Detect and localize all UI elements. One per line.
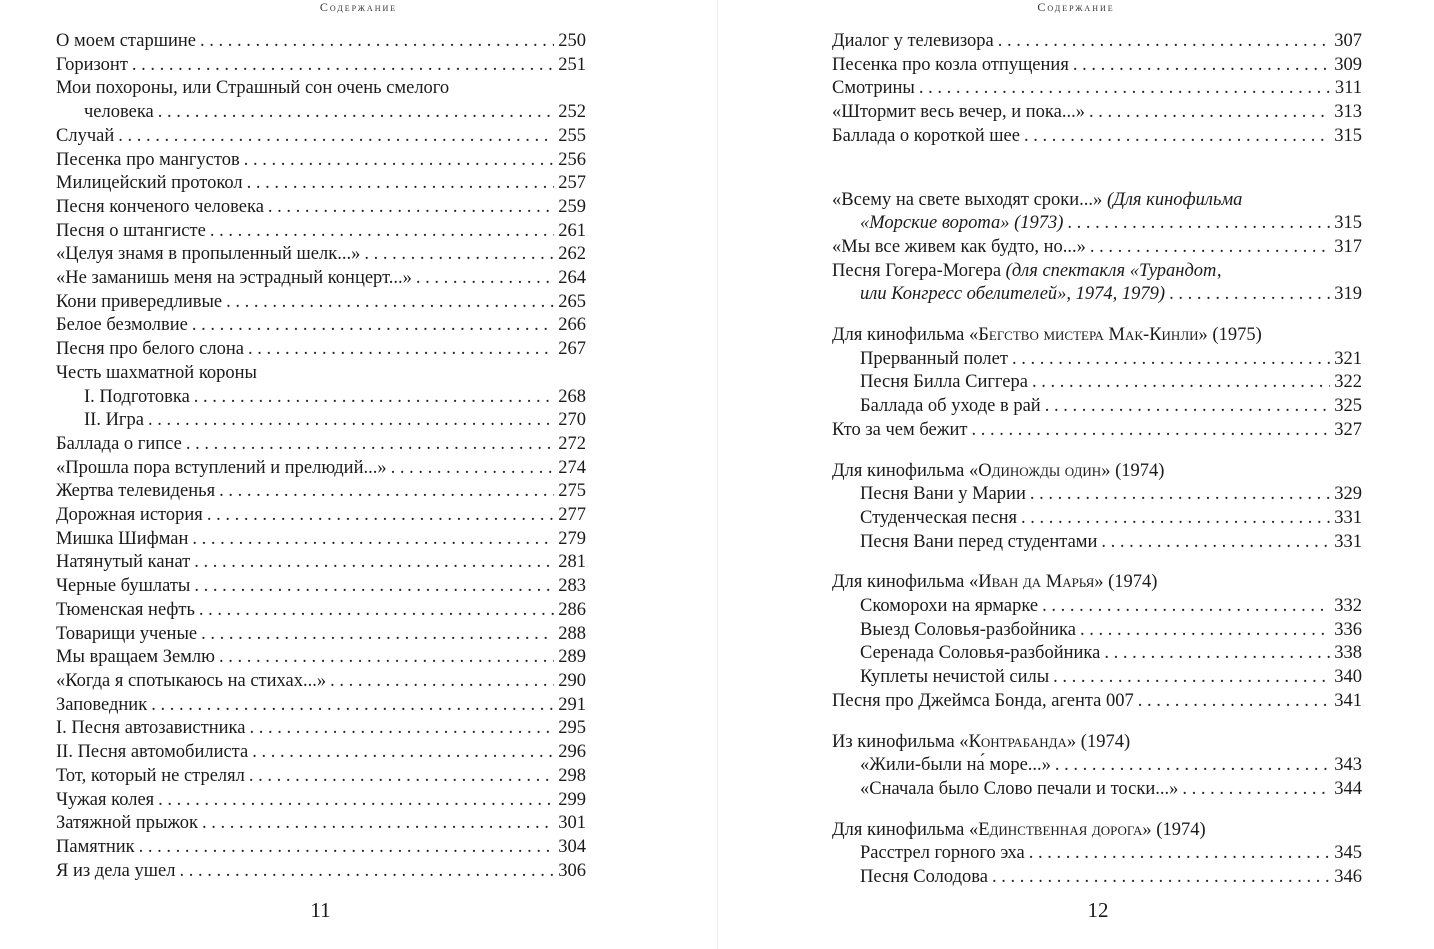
toc-entry-title: Милицейский протокол	[56, 173, 243, 194]
dot-leader	[1080, 619, 1330, 643]
toc-page-number: 295	[558, 718, 586, 739]
toc-page-number: 340	[1334, 667, 1362, 688]
toc-entry-title: Песенка про козла отпущения	[832, 54, 1069, 75]
toc-page-number: 321	[1334, 348, 1362, 369]
page-number-right: 12	[1087, 898, 1109, 922]
toc-entry-title: О моем старшине	[56, 31, 196, 51]
toc-entry-title: Песня про белого слона	[56, 339, 244, 360]
toc-section-heading: Для кинофильма «Одиножды один» (1974)	[832, 460, 1165, 481]
toc-entry	[832, 531, 1362, 555]
toc-page-number: 336	[1334, 619, 1362, 640]
toc-page-number: 306	[558, 860, 586, 881]
dot-leader	[1101, 531, 1330, 555]
toc-entry	[56, 717, 586, 741]
toc-entry	[56, 694, 586, 718]
toc-page-number: 255	[558, 125, 586, 146]
dot-leader	[249, 765, 554, 789]
toc-page-number: 291	[558, 694, 586, 715]
toc-page-number: 315	[1334, 213, 1362, 234]
toc-entry-bond: Песня про Джеймса Бонда, агента 007 . . . 341	[832, 690, 1362, 714]
dot-leader	[194, 551, 554, 575]
toc-entry	[56, 125, 586, 149]
toc-page-number: 268	[558, 386, 586, 407]
toc-entry	[56, 314, 586, 338]
toc-entry-title: Затяжной прыжок	[56, 813, 198, 834]
toc-page-number: 296	[558, 742, 586, 763]
toc-entry	[56, 504, 586, 528]
dot-leader	[1182, 778, 1330, 802]
toc-entry-title: «Не заманишь меня на эстрадный концерт...»	[56, 268, 412, 289]
toc-entry-title: I. Песня автозавистника	[56, 718, 246, 739]
toc-entry-title: Песня Билла Сиггера	[860, 372, 1028, 393]
toc-entry-vsemu-line1: «Всему на свете выходят сроки...» (Для кинофильма	[832, 189, 1243, 210]
toc-page-number: 283	[558, 576, 586, 597]
toc-entry-title: Товарищи ученые	[56, 623, 198, 644]
toc-entry-title: Смотрины	[832, 78, 915, 99]
toc-entry-title: Баллада о гипсе	[56, 433, 182, 454]
toc-section-film4	[832, 731, 1362, 802]
dot-leader	[1055, 754, 1330, 778]
dot-leader	[247, 172, 555, 196]
toc-entry-title: Диалог у телевизора	[832, 31, 994, 51]
toc-entry	[832, 125, 1362, 149]
toc-entry	[832, 754, 1362, 778]
toc-entry-kto: Кто за чем бежит . . . 327	[832, 419, 1362, 443]
toc-entry-title: Натянутый канат	[56, 552, 191, 573]
dot-leader	[1073, 54, 1330, 78]
toc-page-number: 319	[1334, 284, 1362, 305]
toc-page-number: 274	[558, 457, 586, 478]
toc-entry	[56, 528, 586, 552]
toc-entry-title: Черные бушлаты	[56, 576, 191, 597]
dot-leader	[207, 504, 554, 528]
dot-leader	[194, 386, 554, 410]
toc-page-number: 256	[558, 149, 586, 170]
toc-page-number: 265	[558, 291, 586, 312]
dot-leader	[252, 741, 554, 765]
toc-page-number: 266	[558, 315, 586, 336]
toc-page-number: 264	[558, 268, 586, 289]
toc-entry	[832, 395, 1362, 419]
toc-entry-title: Я из дела ушел	[56, 860, 176, 881]
dot-leader	[248, 338, 554, 362]
toc-page-number: 289	[558, 647, 586, 668]
toc-entry-title: Песня о штангисте	[56, 220, 206, 241]
toc-entry	[56, 386, 586, 410]
dot-leader	[199, 599, 554, 623]
toc-entry-title: Скоморохи на ярмарке	[860, 596, 1039, 617]
toc-entry	[832, 666, 1362, 690]
toc-entry	[56, 433, 586, 457]
toc-page-number: 251	[558, 54, 586, 75]
toc-entry-title: Горизонт	[56, 54, 128, 75]
toc-entry-title: человека	[84, 102, 154, 123]
dot-leader	[268, 196, 554, 220]
toc-entry-title: Серенада Соловья-разбойника	[860, 643, 1101, 664]
toc-entry	[832, 348, 1362, 372]
toc-page-number: 259	[558, 196, 586, 217]
dot-leader	[992, 866, 1330, 890]
dot-leader	[202, 812, 554, 836]
toc-entry	[832, 30, 1362, 54]
dot-leader	[179, 860, 554, 884]
toc-entry-title: Жертва телевиденья	[56, 481, 216, 502]
toc-section-film3	[832, 571, 1362, 690]
toc-entry-title: Песня Солодова	[860, 867, 988, 888]
dot-leader	[132, 54, 554, 78]
toc-page-number: 345	[1334, 843, 1362, 864]
dot-leader	[158, 789, 554, 813]
page-number-left: 11	[310, 898, 331, 922]
toc-page-number: 343	[1334, 755, 1362, 776]
toc-page-number: 344	[1334, 778, 1362, 799]
toc-entry	[56, 480, 586, 504]
dot-leader	[219, 480, 554, 504]
toc-entry	[56, 789, 586, 813]
toc-entry-title: Расстрел горного эха	[860, 843, 1025, 864]
toc-entry	[56, 196, 586, 220]
dot-leader	[249, 717, 554, 741]
toc-page-number: 257	[558, 173, 586, 194]
toc-entry	[56, 243, 586, 267]
dot-leader	[1042, 595, 1330, 619]
toc-page-number: 325	[1334, 396, 1362, 417]
toc-page-number: 277	[558, 505, 586, 526]
toc-entry	[56, 812, 586, 836]
toc-entry	[56, 623, 586, 647]
toc-entry-title: Песня Вани перед студентами	[860, 531, 1098, 552]
dot-leader	[244, 149, 555, 173]
toc-section-film1	[832, 324, 1362, 419]
dot-leader	[1053, 666, 1330, 690]
toc-entry	[56, 172, 586, 196]
toc-entry-line1: Мои похороны, или Страшный сон очень смелого	[56, 78, 450, 99]
toc-entry	[56, 741, 586, 765]
toc-page-number: 309	[1334, 54, 1362, 75]
toc-entry	[56, 149, 586, 173]
toc-entry-title: Песенка про мангустов	[56, 149, 240, 170]
dot-leader	[192, 314, 554, 338]
toc-page-number: 307	[1334, 31, 1362, 51]
toc-page-number: 304	[558, 836, 586, 857]
dot-leader	[1021, 507, 1330, 531]
toc-entry-goger-line1: Песня Гогера-Могера (для спектакля «Турандот,	[832, 260, 1222, 281]
toc-entry	[56, 409, 586, 433]
toc-page-number: 317	[1334, 236, 1362, 257]
dot-leader	[139, 836, 555, 860]
dot-leader	[391, 457, 555, 481]
toc-entry	[56, 670, 586, 694]
toc-entry	[56, 54, 586, 78]
toc-entry	[832, 483, 1362, 507]
toc-page-number: 329	[1334, 484, 1362, 505]
toc-entry	[832, 866, 1362, 890]
toc-entry	[832, 101, 1362, 125]
toc-page-number: 279	[558, 528, 586, 549]
dot-leader	[1045, 395, 1331, 419]
toc-page-number: 315	[1334, 125, 1362, 146]
toc-entry	[832, 778, 1362, 802]
toc-entry	[56, 860, 586, 884]
toc-page-number: 286	[558, 599, 586, 620]
toc-page-number: 301	[558, 813, 586, 834]
dot-leader	[219, 646, 554, 670]
toc-entry-title: «Жили-были на́ море...»	[860, 755, 1051, 776]
dot-leader	[210, 220, 554, 244]
toc-page-number: 338	[1334, 643, 1362, 664]
toc-section-film5	[832, 819, 1362, 890]
dot-leader	[1089, 101, 1330, 125]
dot-leader	[186, 433, 554, 457]
toc-entry	[56, 220, 586, 244]
running-head-right: Содержание	[1037, 0, 1115, 14]
toc-entry-title: Тюменская нефть	[56, 599, 195, 620]
toc-section-heading: Для кинофильма «Единственная дорога» (1974)	[832, 819, 1206, 840]
toc-page-number: 298	[558, 765, 586, 786]
toc-group-1	[832, 30, 1362, 149]
toc-entry-title: Тот, который не стрелял	[56, 765, 245, 786]
dot-leader	[1030, 483, 1330, 507]
toc-entry-title: Мы вращаем Землю	[56, 647, 215, 668]
toc-page-number: 322	[1334, 372, 1362, 393]
toc-entry-title: II. Игра	[84, 410, 144, 431]
toc-page-number: 341	[1334, 690, 1362, 711]
toc-section-title: Честь шахматной короны	[56, 362, 257, 383]
toc-page-number: 270	[558, 410, 586, 431]
toc-entry	[56, 551, 586, 575]
dot-leader	[1029, 842, 1330, 866]
toc-entry	[832, 642, 1362, 666]
toc-entry	[56, 267, 586, 291]
toc-entry-vsemu: «Морские ворота» (1973) . . . 315	[832, 212, 1362, 236]
dot-leader	[919, 77, 1331, 101]
toc-page-number: 290	[558, 670, 586, 691]
toc-entry-title: Студенческая песня	[860, 507, 1017, 528]
toc-entry	[56, 457, 586, 481]
toc-entry	[56, 599, 586, 623]
toc-entry	[832, 842, 1362, 866]
dot-leader	[200, 30, 554, 54]
toc-entry	[56, 836, 586, 860]
toc-page-number: 288	[558, 623, 586, 644]
dot-leader	[1032, 371, 1330, 395]
dot-leader	[151, 694, 554, 718]
toc-entry-goger: или Конгресс обелителей», 1974, 1979) . . . 319	[832, 283, 1362, 307]
toc-entry-title: Чужая колея	[56, 789, 155, 810]
toc-entry	[56, 575, 586, 599]
toc-entry-title: Белое безмолвие	[56, 315, 188, 336]
toc-page-number: 331	[1334, 531, 1362, 552]
dot-leader	[201, 623, 554, 647]
toc-page-number: 313	[1334, 102, 1362, 123]
toc-section-heading: Для кинофильма «Иван да Марья» (1974)	[832, 572, 1158, 593]
toc-entry-title: Песня Вани у Марии	[860, 484, 1026, 505]
toc-entry-title: Баллада об уходе в рай	[860, 396, 1041, 417]
toc-entry-title: «Целуя знамя в пропыленный шелк...»	[56, 244, 361, 265]
dot-leader	[1012, 348, 1330, 372]
toc-page-number: 299	[558, 789, 586, 810]
toc-list-left	[56, 30, 586, 883]
toc-page-number: 262	[558, 244, 586, 265]
toc-entry	[56, 101, 586, 125]
dot-leader	[1024, 125, 1330, 149]
toc-entry	[832, 619, 1362, 643]
toc-entry	[832, 77, 1362, 101]
toc-entry-title: Кони привередливые	[56, 291, 223, 312]
toc-entry-title: Дорожная история	[56, 505, 203, 526]
toc-entry	[56, 30, 586, 54]
toc-page-number: 331	[1334, 507, 1362, 528]
toc-page-number: 346	[1334, 867, 1362, 888]
dot-leader	[1104, 642, 1330, 666]
toc-entry	[832, 507, 1362, 531]
dot-leader	[194, 575, 554, 599]
toc-entry	[56, 765, 586, 789]
toc-entry-title: Мишка Шифман	[56, 528, 189, 549]
dot-leader	[192, 528, 554, 552]
dot-leader	[364, 243, 554, 267]
toc-page-number: 252	[558, 102, 586, 123]
toc-page-number: 250	[558, 31, 586, 51]
toc-entry-title: Выезд Соловья-разбойника	[860, 619, 1076, 640]
toc-page-number: 327	[1334, 419, 1362, 440]
toc-entry-title: Песня конченого человека	[56, 196, 264, 217]
toc-page-number: 275	[558, 481, 586, 502]
toc-entry	[56, 338, 586, 362]
toc-page-number: 261	[558, 220, 586, 241]
toc-entry-title: Баллада о короткой шее	[832, 125, 1020, 146]
toc-entry	[832, 595, 1362, 619]
toc-section-heading: Из кинофильма «Контрабанда» (1974)	[832, 731, 1131, 752]
toc-page-number: 311	[1334, 78, 1362, 99]
toc-entry-title: «Сначала было Слово печали и тоски...»	[860, 778, 1179, 799]
dot-leader	[330, 670, 554, 694]
toc-section-heading: Для кинофильма «Бегство мистера Мак-Кинли» (1975)	[832, 325, 1262, 346]
toc-entry-title: «Когда я спотыкаюсь на стихах...»	[56, 670, 327, 691]
toc-entry	[56, 646, 586, 670]
dot-leader	[118, 125, 554, 149]
toc-entry	[832, 54, 1362, 78]
dot-leader	[998, 30, 1331, 54]
toc-page-number: 332	[1334, 596, 1362, 617]
toc-section-film2	[832, 460, 1362, 555]
dot-leader	[416, 267, 554, 291]
toc-entry	[832, 371, 1362, 395]
toc-entry-title: Прерванный полет	[860, 348, 1008, 369]
toc-entry-title: Памятник	[56, 836, 135, 857]
toc-entry-title: II. Песня автомобилиста	[56, 742, 249, 763]
toc-entry-title: Куплеты нечистой силы	[860, 667, 1050, 688]
toc-entry	[56, 291, 586, 315]
toc-page-number: 267	[558, 339, 586, 360]
toc-entry-title: Заповедник	[56, 694, 148, 715]
running-head-left: Содержание	[319, 0, 398, 14]
toc-entry-title: I. Подготовка	[84, 386, 190, 407]
dot-leader	[158, 101, 554, 125]
toc-page-number: 281	[558, 552, 586, 573]
toc-entry-title: Случай	[56, 125, 115, 146]
dot-leader	[226, 291, 554, 315]
dot-leader	[148, 409, 554, 433]
toc-entry-my-vse: «Мы все живем как будто, но...» . . . 317	[832, 236, 1362, 260]
toc-page-number: 272	[558, 433, 586, 454]
right-page	[717, 0, 1434, 949]
toc-entry-title: «Прошла пора вступлений и прелюдий...»	[56, 457, 387, 478]
toc-list-right	[832, 30, 1362, 890]
toc-entry-title: «Штормит весь вечер, и пока...»	[832, 102, 1085, 123]
